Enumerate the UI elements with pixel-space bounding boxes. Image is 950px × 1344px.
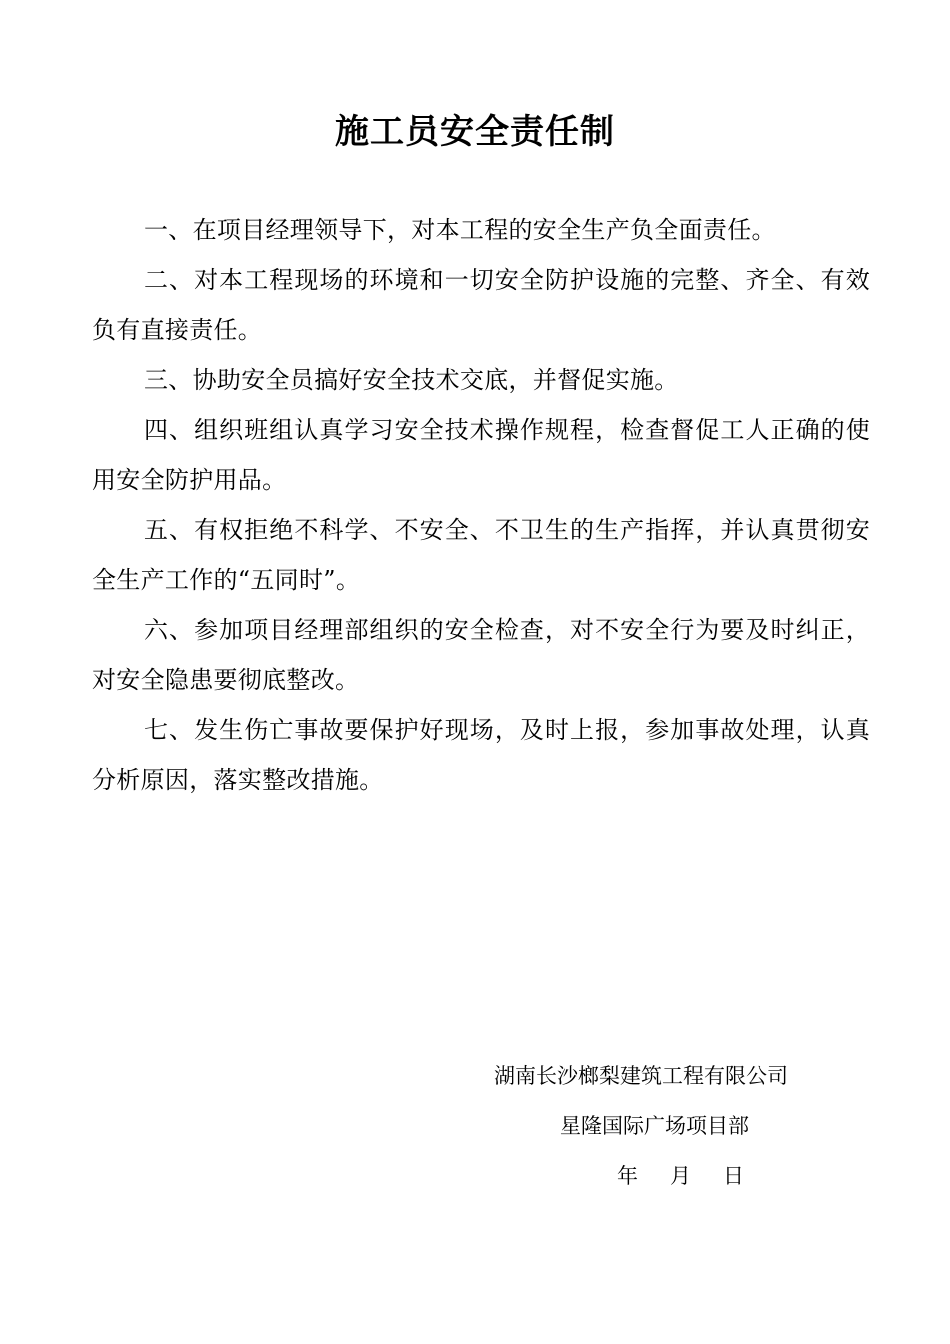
date-year-label: 年 — [617, 1164, 638, 1188]
paragraph-3: 三、协助安全员搞好安全技术交底，并督促实施。 — [144, 366, 679, 394]
signature-company: 湖南长沙榔梨建筑工程有限公司 — [494, 1064, 788, 1088]
paragraph-7: 七、发生伤亡事故要保护好现场，及时上报，参加事故处理，认真分析原因，落实整改措施。 — [92, 716, 870, 794]
paragraph-1: 一、在项目经理领导下，对本工程的安全生产负全面责任。 — [144, 216, 776, 244]
paragraph-4: 四、组织班组认真学习安全技术操作规程，检查督促工人正确的使用安全防护用品。 — [92, 416, 870, 494]
paragraph-5: 五、有权拒绝不科学、不安全、不卫生的生产指挥，并认真贯彻安全生产工作的“五同时”。 — [92, 516, 870, 594]
date-day-label: 日 — [723, 1164, 744, 1188]
paragraph-6: 六、参加项目经理部组织的安全检查，对不安全行为要及时纠正，对安全隐患要彻底整改。 — [92, 616, 870, 694]
document-body — [92, 205, 870, 805]
date-month-label: 月 — [670, 1164, 691, 1188]
paragraph-2: 二、对本工程现场的环境和一切安全防护设施的完整、齐全、有效负有直接责任。 — [92, 266, 870, 344]
signature-department: 星隆国际广场项目部 — [560, 1114, 749, 1138]
signature-date — [617, 1152, 744, 1200]
document-title: 施工员安全责任制 — [335, 112, 615, 152]
